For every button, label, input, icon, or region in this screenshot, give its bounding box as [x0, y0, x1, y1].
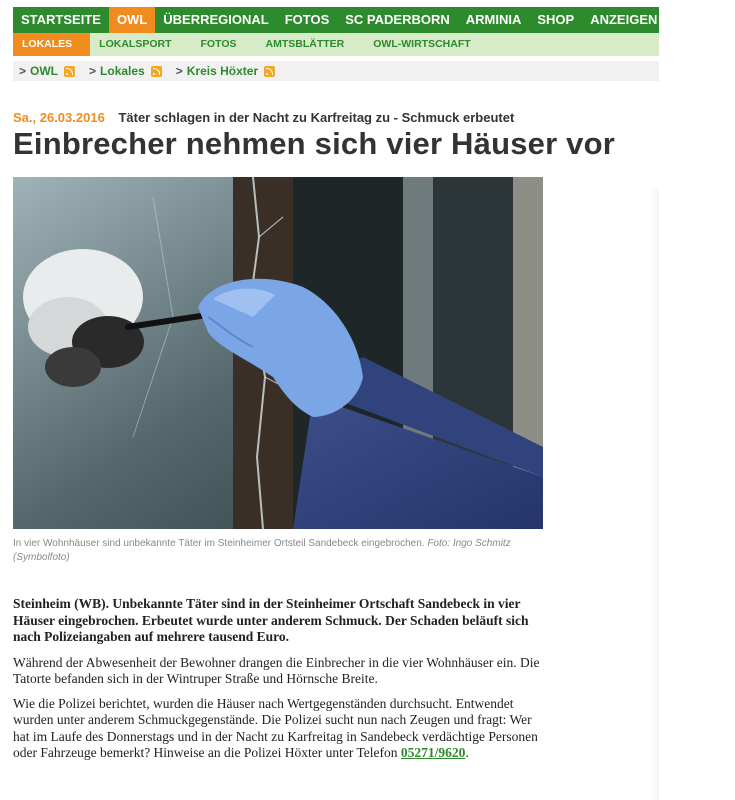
- subnav-item-fotos[interactable]: FOTOS: [200, 38, 237, 50]
- nav-item-shop[interactable]: SHOP: [537, 12, 575, 27]
- article-body: [13, 596, 548, 770]
- subnav-item-lokalsport[interactable]: LOKALSPORT: [99, 38, 172, 50]
- article-paragraph: Während der Abwesenheit der Bewohner drangen die Einbrecher in die vier Wohnhäuser ein. Die Tatorte befanden sich in der Wintruper Straße und Hörnsche Breite.: [13, 654, 540, 686]
- photo-caption: [13, 537, 553, 565]
- subnav-item-amtsblaetter[interactable]: AMTSBLÄTTER: [265, 38, 345, 50]
- breadcrumb-separator: >: [19, 64, 27, 78]
- breadcrumb-separator: >: [89, 64, 97, 78]
- breadcrumb: [13, 61, 659, 81]
- photo-credit: Foto: Ingo Schmitz (Symbolfoto): [13, 538, 511, 563]
- nav-item-owl[interactable]: OWL: [109, 7, 155, 33]
- nav-item-arminia[interactable]: ARMINIA: [465, 12, 522, 27]
- nav-item-anzeigen[interactable]: ANZEIGEN: [590, 12, 658, 27]
- article-meta: [13, 110, 514, 125]
- caption-text: In vier Wohnhäuser sind unbekannte Täter im Steinheimer Ortsteil Sandebeck eingebrochen.: [13, 538, 425, 549]
- breadcrumb-item-kreis-hoexter: [176, 64, 275, 78]
- main-navigation: [13, 7, 727, 33]
- nav-item-abo[interactable]: ABO: [673, 12, 703, 27]
- nav-item-sc-paderborn[interactable]: SC PADERBORN: [345, 12, 450, 27]
- nav-item-startseite[interactable]: STARTSEITE: [21, 12, 101, 27]
- nav-item-ueberregional[interactable]: ÜBERREGIONAL: [163, 12, 269, 27]
- article-kicker: Täter schlagen in der Nacht zu Karfreitag zu - Schmuck erbeutet: [118, 110, 515, 125]
- article-paragraph: [13, 696, 548, 762]
- article-lead: Steinheim (WB). Unbekannte Täter sind in der Steinheimer Ortschaft Sandebeck in vier Häuser eingebrochen. Erbeutet wurde unter anderem Schmuck. Der Schaden beläuft sich nach Polizeiangaben auf mehrere tausend Euro.: [13, 596, 529, 644]
- phone-link[interactable]: 05271/9620: [400, 745, 466, 760]
- rss-feed-icon[interactable]: [64, 66, 75, 77]
- breadcrumb-item-owl: [19, 64, 75, 78]
- fingerprint-dusting-illustration: [13, 177, 543, 529]
- breadcrumb-separator: >: [175, 64, 183, 78]
- nav-item-more[interactable]: V: [718, 12, 727, 27]
- rss-feed-icon[interactable]: [151, 66, 162, 77]
- article-date: Sa., 26.03.2016: [13, 110, 105, 125]
- sub-navigation: [13, 33, 659, 56]
- rss-feed-icon[interactable]: [264, 66, 275, 77]
- breadcrumb-link-lokales[interactable]: Lokales: [100, 64, 145, 78]
- subnav-item-owl-wirtschaft[interactable]: OWL-WIRTSCHAFT: [373, 38, 471, 50]
- paragraph-end: .: [465, 745, 469, 760]
- article-photo[interactable]: [13, 177, 543, 529]
- breadcrumb-item-lokales: [89, 64, 162, 78]
- article-paragraph-text: Wie die Polizei berichtet, wurden die Häuser nach Wertgegenständen durchsucht. Entwendet wurden unter anderem Schmuckgegenstände. Die Polizei sucht nun nach Zeugen und fragt: Wer hat im Laufe des Donnerstags und in der Nacht zu Karfreitag in Sandebeck verdächtige Personen oder Fahrzeuge bemerkt? Hinweise an die Polizei Höxter unter Telefon: [13, 695, 538, 760]
- breadcrumb-link-owl[interactable]: OWL: [30, 64, 59, 78]
- article-headline: Einbrecher nehmen sich vier Häuser vor: [13, 126, 616, 161]
- nav-item-fotos[interactable]: FOTOS: [284, 12, 330, 27]
- sidebar-edge: [650, 188, 659, 800]
- breadcrumb-link-kreis-hoexter[interactable]: Kreis Höxter: [186, 64, 259, 78]
- subnav-item-lokales[interactable]: LOKALES: [13, 33, 90, 56]
